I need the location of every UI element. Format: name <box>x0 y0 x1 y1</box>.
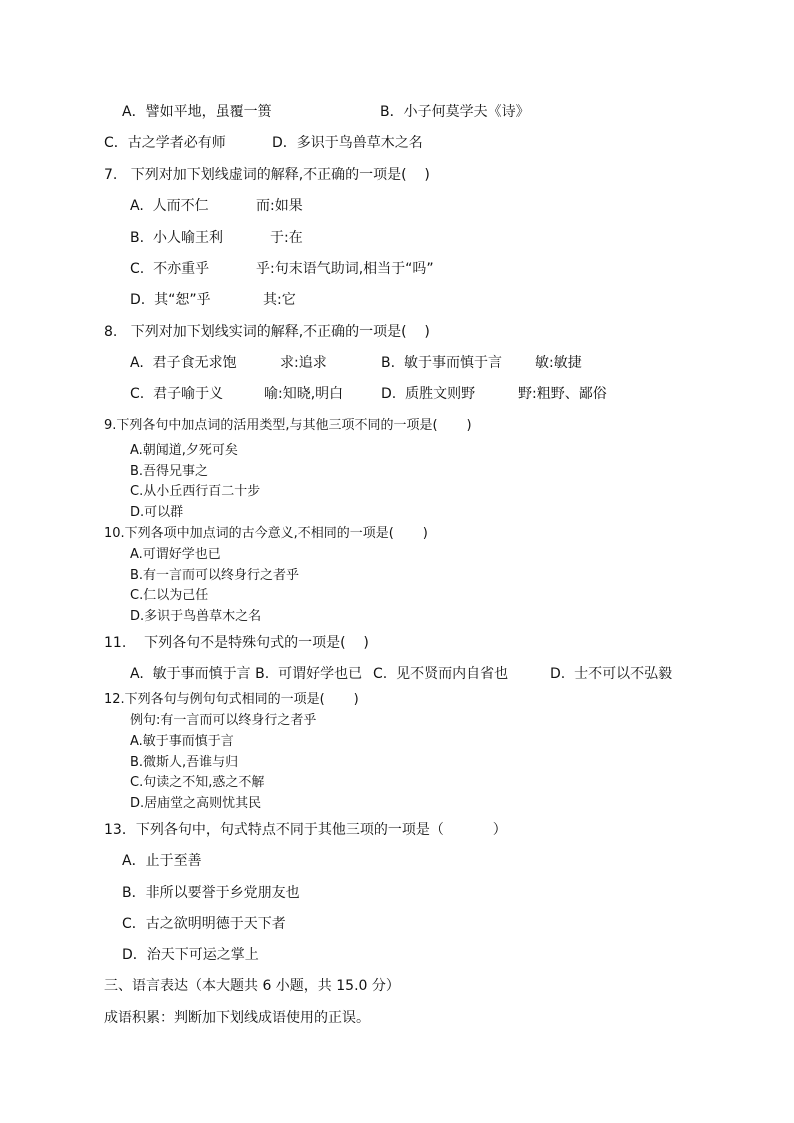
q12-example: 例句:有一言而可以终身行之者乎 <box>130 713 317 728</box>
q6-option-b: B．小子何莫学夫《诗》 <box>380 104 530 120</box>
q6-option-d: D．多识于鸟兽草木之名 <box>272 135 423 151</box>
q8-option-c-explanation: 喻:知晓,明白 <box>264 386 344 402</box>
q7-option-d-explanation: 其:它 <box>263 292 296 308</box>
q7-option-a-phrase: A. 人而不仁 <box>130 198 209 214</box>
q13-option-b: B．非所以要誉于乡党朋友也 <box>122 885 300 901</box>
q10-option-d: D.多识于鸟兽草木之名 <box>130 609 262 624</box>
q8-option-c-phrase: C. 君子喻于义 <box>130 386 224 402</box>
q8-option-a-phrase: A. 君子食无求饱 <box>130 355 237 371</box>
q10-stem: 10.下列各项中加点词的古今意义,不相同的一项是( ) <box>104 526 428 541</box>
q7-option-c-phrase: C. 不亦重乎 <box>130 261 210 277</box>
q8-option-a-explanation: 求:追求 <box>280 355 327 371</box>
q8-option-b-phrase: B. 敏于事而慎于言 <box>381 355 502 371</box>
q6-option-c: C．古之学者必有师 <box>104 135 226 151</box>
q12-option-c: C.句读之不知,惑之不解 <box>130 775 265 790</box>
q7-option-c-explanation: 乎:句末语气助词,相当于“吗” <box>256 261 434 277</box>
q9-option-b: B.吾得兄事之 <box>130 464 209 479</box>
q10-option-c: C.仁以为己任 <box>130 588 209 603</box>
q10-option-a: A.可谓好学也已 <box>130 547 221 562</box>
q7-option-b-phrase: B. 小人喻王利 <box>130 230 223 246</box>
q10-option-b: B.有一言而可以终身行之者乎 <box>130 568 300 583</box>
q12-option-a: A.敏于事而慎于言 <box>130 734 234 749</box>
q11-option-c: C. 见不贤而内自省也 <box>373 666 509 682</box>
section-3-title: 三、语言表达（本大题共 6 小题，共 15.0 分） <box>104 978 400 994</box>
q13-option-d: D．治天下可运之掌上 <box>122 947 259 963</box>
q8-option-b-explanation: 敏:敏捷 <box>535 355 582 371</box>
q12-option-d: D.居庙堂之高则忧其民 <box>130 796 262 811</box>
idiom-instruction: 成语积累：判断加下划线成语使用的正误。 <box>104 1010 370 1026</box>
q13-option-a: A．止于至善 <box>122 853 202 869</box>
q12-option-b: B.微斯人,吾谁与归 <box>130 755 239 770</box>
q9-option-a: A.朝闻道,夕死可矣 <box>130 443 238 458</box>
q11-option-d: D. 士不可以不弘毅 <box>550 666 673 682</box>
q9-stem: 9.下列各句中加点词的活用类型,与其他三项不同的一项是( ) <box>104 418 472 433</box>
q8-option-d-phrase: D. 质胜文则野 <box>381 386 476 402</box>
q11-stem: 11. 下列各句不是特殊句式的一项是( ) <box>104 635 369 651</box>
q9-option-d: D.可以群 <box>130 505 184 520</box>
q6-option-a: A．譬如平地，虽覆一篑 <box>122 104 272 120</box>
q13-option-c: C．古之欲明明德于天下者 <box>122 916 286 932</box>
q8-stem: 8. 下列对加下划线实词的解释,不正确的一项是( ) <box>104 324 430 340</box>
q7-option-a-explanation: 而:如果 <box>256 198 303 214</box>
q11-option-ab: A. 敏于事而慎于言 B. 可谓好学也已 <box>130 666 363 682</box>
q7-option-d-phrase: D. 其“恕”乎 <box>130 292 211 308</box>
q7-stem: 7. 下列对加下划线虚词的解释,不正确的一项是( ) <box>104 167 430 183</box>
q8-option-d-explanation: 野:粗野、鄙俗 <box>518 386 607 402</box>
q13-stem: 13．下列各句中，句式特点不同于其他三项的一项是（ ） <box>104 822 507 838</box>
q9-option-c: C.从小丘西行百二十步 <box>130 484 261 499</box>
q12-stem: 12.下列各句与例句句式相同的一项是( ) <box>104 692 359 707</box>
q7-option-b-explanation: 于:在 <box>270 230 303 246</box>
